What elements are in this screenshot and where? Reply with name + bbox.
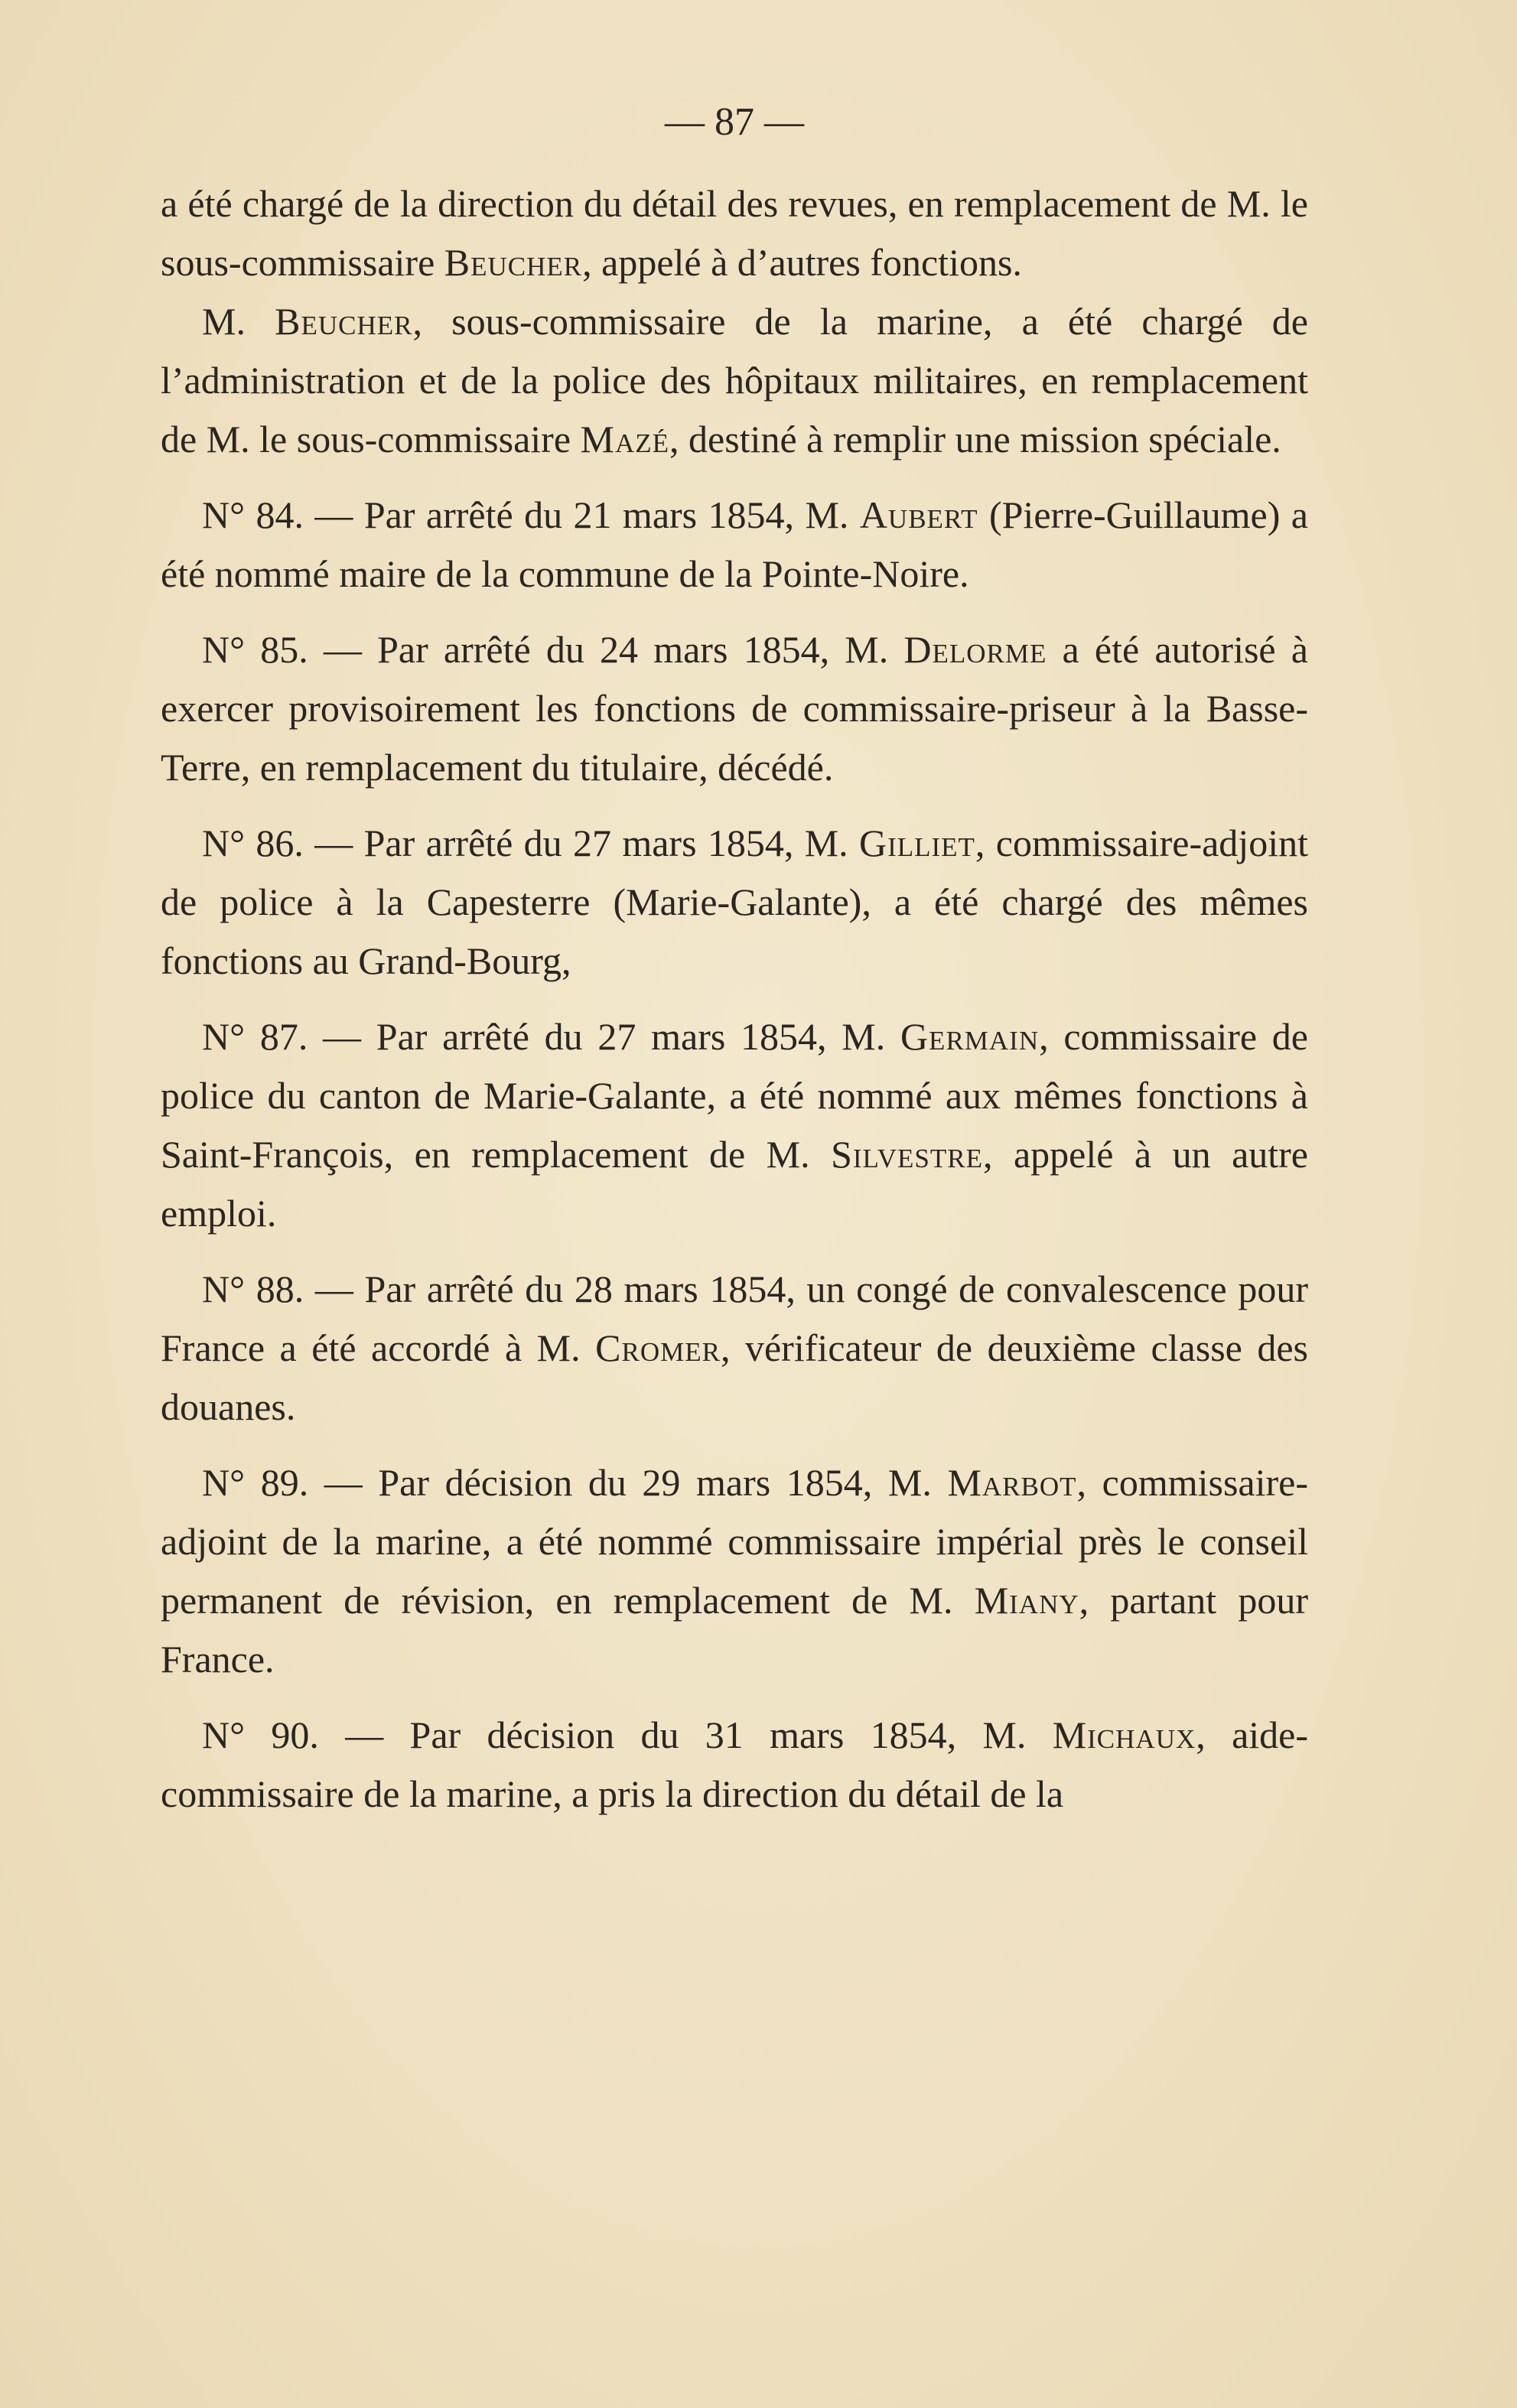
text-run: N° 84. — Par arrêté du 21 mars 1854, M.	[202, 493, 860, 536]
text-run: , commissaire de police du canton de Marie-Galante, a été nommé aux mêmes fonctions à Saint-François, en remplacement de M.	[161, 1015, 1308, 1176]
person-name: Mazé	[580, 418, 670, 460]
person-name: Beucher	[444, 241, 583, 284]
text-run: M.	[202, 300, 275, 343]
text-run: , destiné à remplir une mission spéciale.	[669, 418, 1281, 460]
person-name: Beucher	[275, 300, 413, 343]
entry-88	[161, 1260, 1308, 1437]
text-run: N° 86. — Par arrêté du 27 mars 1854, M.	[202, 822, 859, 864]
entry-90	[161, 1706, 1308, 1824]
text-run: , aide-commissaire de la marine, a pris la direction du détail de la	[161, 1713, 1308, 1815]
paragraph	[161, 292, 1308, 469]
text-run: N° 90. — Par décision du 31 mars 1854, M.	[202, 1713, 1053, 1756]
entry-87	[161, 1007, 1308, 1243]
text-run: a été autorisé à exercer provisoirement les fonctions de commissaire-priseur à la Basse-Terre, en remplacement du titulaire, décédé.	[161, 628, 1308, 789]
text-run: a été chargé de la direction du détail des revues, en remplacement de M. le sous-commissaire	[161, 182, 1308, 284]
text-run: N° 85. — Par arrêté du 24 mars 1854, M.	[202, 628, 904, 671]
text-run: , appelé à un autre emploi.	[161, 1133, 1308, 1235]
person-name: Gilliet	[858, 822, 975, 864]
text-run: , partant pour France.	[161, 1579, 1309, 1681]
entry-86	[161, 814, 1308, 991]
text-run: , commissaire-adjoint de police à la Capesterre (Marie-Galante), a été chargé des mêmes fonctions au Grand-Bourg,	[161, 822, 1308, 982]
paragraph-continued	[161, 174, 1308, 292]
person-name: Germain	[900, 1015, 1040, 1058]
page-text	[161, 99, 1308, 1824]
text-run: , vérificateur de deuxième classe des douanes.	[161, 1326, 1309, 1428]
text-run: N° 88. — Par arrêté du 28 mars 1854, un congé de convalescence pour France a été accordé à M.	[161, 1267, 1308, 1369]
person-name: Delorme	[903, 628, 1047, 671]
entry-85	[161, 620, 1308, 797]
page-number: — 87 —	[665, 100, 804, 144]
person-name: Michaux	[1052, 1713, 1196, 1756]
person-name: Cromer	[595, 1326, 721, 1369]
entry-89	[161, 1453, 1308, 1689]
text-run: (Pierre-Guillaume) a été nommé maire de la commune de la Pointe-Noire.	[161, 493, 1308, 595]
person-name: Marbot	[947, 1461, 1077, 1504]
entry-84	[161, 486, 1308, 604]
text-run: , sous-commissaire de la marine, a été chargé de l’administration et de la police des hôpitaux militaires, en remplacement de M. le sous-commissaire	[161, 300, 1308, 460]
person-name: Silvestre	[831, 1133, 983, 1176]
text-run: N° 87. — Par arrêté du 27 mars 1854, M.	[202, 1015, 900, 1058]
text-run: , appelé à d’autres fonctions.	[582, 241, 1022, 284]
person-name: Miany	[974, 1579, 1079, 1622]
text-run: N° 89. — Par décision du 29 mars 1854, M.	[202, 1461, 948, 1504]
person-name: Aubert	[859, 493, 978, 536]
text-run: , commissaire-adjoint de la marine, a été nommé commissaire impérial près le conseil permanent de révision, en remplacement de M.	[161, 1461, 1308, 1622]
